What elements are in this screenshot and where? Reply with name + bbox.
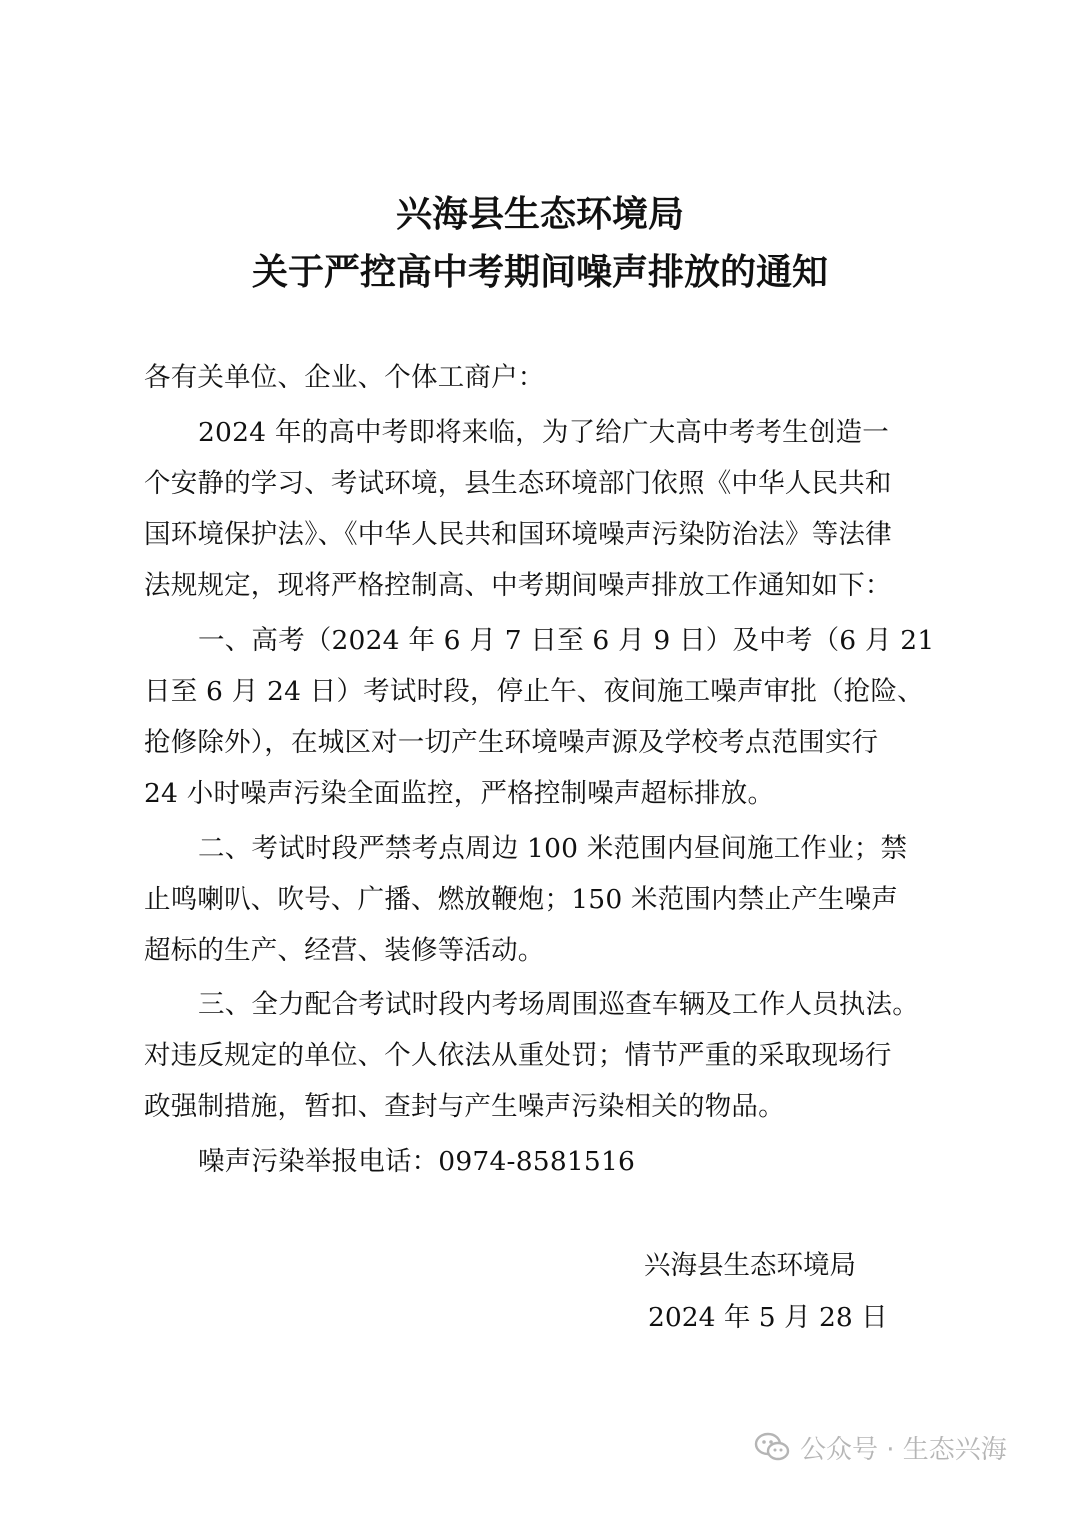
title-line-1: 兴海县生态环境局 xyxy=(395,193,684,235)
paragraph-2-line-4: 24 小时噪声污染全面监控，严格控制噪声超标排放。 xyxy=(144,778,775,809)
paragraph-4-line-1: 三、全力配合考试时段内考场周围巡查车辆及工作人员执法。 xyxy=(198,989,919,1020)
title-line-2: 关于严控高中考期间噪声排放的通知 xyxy=(251,251,828,293)
watermark xyxy=(754,1427,1007,1467)
paragraph-3-line-2: 止鸣喇叭、吹号、广播、燃放鞭炮；150 米范围内禁止产生噪声 xyxy=(144,884,899,915)
paragraph-1-line-1: 2024 年的高中考即将来临，为了给广大高中考考生创造一 xyxy=(198,417,889,448)
paragraph-1-line-3: 国环境保护法》、《中华人民共和国环境噪声污染防治法》等法律 xyxy=(144,519,892,550)
paragraph-2-line-3: 抢修除外），在城区对一切产生环境噪声源及学校考点范围实行 xyxy=(144,727,879,758)
salutation: 各有关单位、企业、个体工商户： xyxy=(144,362,545,393)
paragraph-4-line-3: 政强制措施，暂扣、查封与产生噪声污染相关的物品。 xyxy=(144,1091,785,1122)
paragraph-3-line-3: 超标的生产、经营、装修等活动。 xyxy=(144,935,545,966)
paragraph-2-line-1: 一、高考（2024 年 6 月 7 日至 6 月 9 日）及中考（6 月 21 xyxy=(198,625,935,656)
paragraph-1-line-2: 个安静的学习、考试环境，县生态环境部门依照《中华人民共和 xyxy=(144,468,892,499)
report-hotline: 噪声污染举报电话：0974-8581516 xyxy=(198,1146,636,1177)
paragraph-3-line-1: 二、考试时段严禁考点周边 100 米范围内昼间施工作业；禁 xyxy=(198,833,908,864)
signature-date: 2024 年 5 月 28 日 xyxy=(648,1302,888,1333)
wechat-icon xyxy=(754,1431,790,1463)
paragraph-1-line-4: 法规规定，现将严格控制高、中考期间噪声排放工作通知如下： xyxy=(144,570,892,601)
signature-org: 兴海县生态环境局 xyxy=(644,1250,856,1281)
watermark-text: 公众号 · 生态兴海 xyxy=(800,1434,1007,1465)
paragraph-2-line-2: 日至 6 月 24 日）考试时段，停止午、夜间施工噪声审批（抢险、 xyxy=(144,676,924,707)
paragraph-4-line-2: 对违反规定的单位、个人依法从重处罚；情节严重的采取现场行 xyxy=(144,1040,892,1071)
